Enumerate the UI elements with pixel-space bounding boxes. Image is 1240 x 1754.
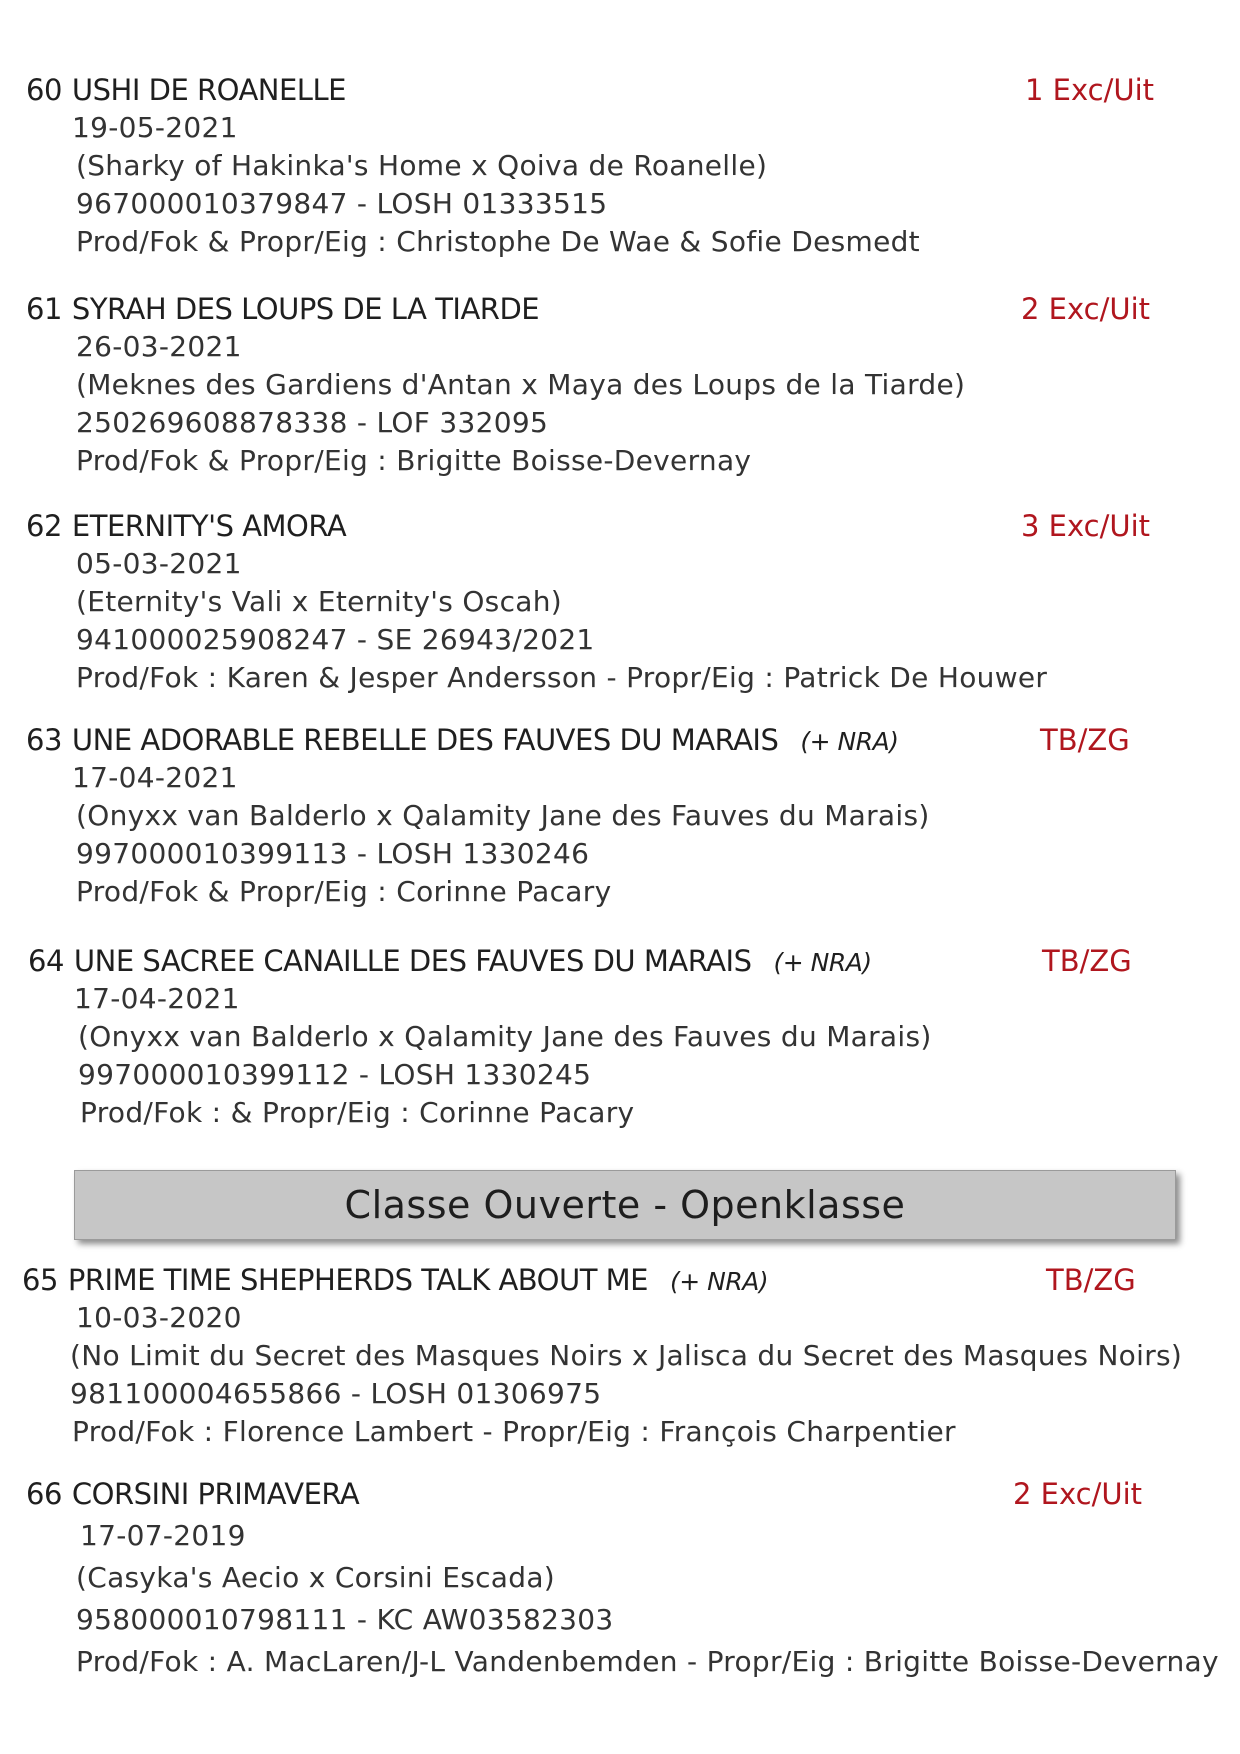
entry-number: 65 <box>22 1263 58 1297</box>
entry-number: 61 <box>26 292 62 326</box>
section-header: Classe Ouverte - Openklasse <box>74 1170 1176 1240</box>
entry-result: 1 Exc/Uit <box>1025 73 1155 107</box>
entry-registration: 997000010399113 - LOSH 1330246 <box>76 837 590 870</box>
entry-dog-name: CORSINI PRIMAVERA <box>71 1477 360 1511</box>
entry-parents: (Eternity's Vali x Eternity's Oscah) <box>76 585 562 618</box>
entry-heading <box>26 291 539 327</box>
entry-nra-note: (+ NRA) <box>670 1267 769 1296</box>
entry-breeder-owner: Prod/Fok & Propr/Eig : Corinne Pacary <box>76 875 612 908</box>
entry-registration: 997000010399112 - LOSH 1330245 <box>78 1058 592 1091</box>
entry-result: TB/ZG <box>1046 1263 1136 1297</box>
entry-number: 63 <box>26 723 62 757</box>
entry-number: 66 <box>26 1477 62 1511</box>
entry-birth-date: 17-07-2019 <box>80 1519 246 1552</box>
entry-result: TB/ZG <box>1040 723 1130 757</box>
entry-number: 62 <box>26 509 62 543</box>
entry-heading <box>26 72 346 108</box>
entry-heading <box>22 1262 768 1298</box>
entry-breeder-owner: Prod/Fok : Karen & Jesper Andersson - Propr/Eig : Patrick De Houwer <box>76 661 1048 694</box>
entry-dog-name: UNE ADORABLE REBELLE DES FAUVES DU MARAIS <box>71 723 779 757</box>
entry-parents: (Casyka's Aecio x Corsini Escada) <box>76 1561 555 1594</box>
entry-breeder-owner: Prod/Fok & Propr/Eig : Christophe De Wae & Sofie Desmedt <box>76 225 920 258</box>
entry-breeder-owner: Prod/Fok & Propr/Eig : Brigitte Boisse-Devernay <box>76 444 752 477</box>
entry-nra-note: (+ NRA) <box>800 727 899 756</box>
entry-number: 60 <box>26 73 62 107</box>
entry-parents: (Onyxx van Balderlo x Qalamity Jane des Fauves du Marais) <box>78 1020 932 1053</box>
entry-breeder-owner: Prod/Fok : & Propr/Eig : Corinne Pacary <box>80 1096 635 1129</box>
entry-parents: (Onyxx van Balderlo x Qalamity Jane des Fauves du Marais) <box>76 799 930 832</box>
entry-birth-date: 17-04-2021 <box>74 982 240 1015</box>
entry-nra-note: (+ NRA) <box>773 948 872 977</box>
entry-dog-name: PRIME TIME SHEPHERDS TALK ABOUT ME <box>67 1263 648 1297</box>
entry-registration: 967000010379847 - LOSH 01333515 <box>76 187 608 220</box>
entry-birth-date: 10-03-2020 <box>76 1301 242 1334</box>
entry-birth-date: 17-04-2021 <box>72 761 238 794</box>
entry-parents: (No Limit du Secret des Masques Noirs x Jalisca du Secret des Masques Noirs) <box>70 1339 1183 1372</box>
entry-heading <box>26 722 898 758</box>
entry-heading <box>26 1476 359 1512</box>
entry-dog-name: SYRAH DES LOUPS DE LA TIARDE <box>71 292 540 326</box>
entry-breeder-owner: Prod/Fok : Florence Lambert - Propr/Eig : François Charpentier <box>72 1415 956 1448</box>
entry-result: 2 Exc/Uit <box>1021 292 1151 326</box>
entry-number: 64 <box>28 944 64 978</box>
entry-result: 3 Exc/Uit <box>1021 509 1151 543</box>
entry-parents: (Meknes des Gardiens d'Antan x Maya des Loups de la Tiarde) <box>76 368 966 401</box>
entry-dog-name: USHI DE ROANELLE <box>71 73 346 107</box>
entry-registration: 981100004655866 - LOSH 01306975 <box>70 1377 602 1410</box>
entry-parents: (Sharky of Hakinka's Home x Qoiva de Roanelle) <box>76 149 768 182</box>
entry-breeder-owner: Prod/Fok : A. MacLaren/J-L Vandenbemden - Propr/Eig : Brigitte Boisse-Devernay <box>76 1645 1219 1678</box>
entry-dog-name: ETERNITY'S AMORA <box>71 509 347 543</box>
entry-heading <box>26 508 346 544</box>
entry-result: 2 Exc/Uit <box>1013 1477 1143 1511</box>
entry-birth-date: 05-03-2021 <box>76 547 242 580</box>
entry-registration: 941000025908247 - SE 26943/2021 <box>76 623 595 656</box>
entry-dog-name: UNE SACREE CANAILLE DES FAUVES DU MARAIS <box>73 944 752 978</box>
entry-birth-date: 19-05-2021 <box>72 111 238 144</box>
entry-registration: 958000010798111 - KC AW03582303 <box>76 1603 614 1636</box>
entry-heading <box>28 943 872 979</box>
entry-birth-date: 26-03-2021 <box>76 330 242 363</box>
entry-result: TB/ZG <box>1042 944 1132 978</box>
entry-registration: 250269608878338 - LOF 332095 <box>76 406 549 439</box>
